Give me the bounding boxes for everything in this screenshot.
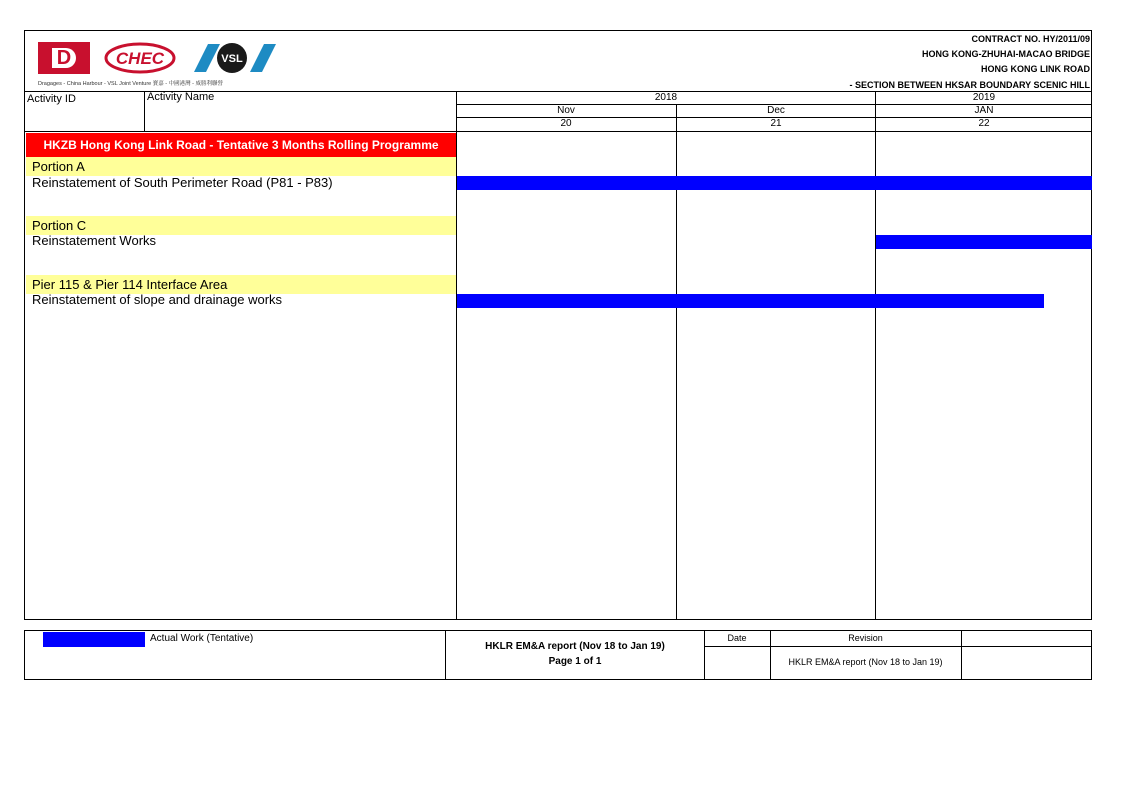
month-label-nov: Nov: [557, 105, 575, 116]
section-label-portion-c: Portion C: [32, 218, 87, 233]
activity-label-slope-drainage: Reinstatement of slope and drainage works: [32, 292, 283, 307]
vsl-logo-text: VSL: [221, 53, 243, 65]
month-label-dec: Dec: [767, 105, 785, 116]
month-number-jan: 22: [978, 118, 990, 129]
bridge-name: HONG KONG-ZHUHAI-MACAO BRIDGE: [922, 49, 1090, 59]
year-label-2018: 2018: [654, 92, 678, 103]
contract-number: CONTRACT NO. HY/2011/09: [971, 34, 1090, 44]
month-number-nov: 20: [560, 118, 572, 129]
legend-label: Actual Work (Tentative): [150, 633, 254, 644]
gantt-bar-reinstatement-works: [876, 235, 1092, 249]
year-label-2019: 2019: [972, 92, 996, 103]
chec-logo: [104, 42, 176, 74]
footer-hline: [704, 646, 1092, 647]
activity-id-header: Activity ID: [27, 93, 76, 105]
section-name: - SECTION BETWEEN HKSAR BOUNDARY SCENIC HILL: [849, 80, 1090, 90]
footer-divider-4: [961, 630, 962, 680]
date-label: Date: [727, 633, 747, 643]
id-name-divider: [144, 91, 145, 131]
month-number-dec: 21: [770, 118, 782, 129]
revision-value: HKLR EM&A report (Nov 18 to Jan 19): [788, 657, 943, 667]
revision-label: Revision: [848, 633, 883, 643]
activity-label-reinstatement-works: Reinstatement Works: [32, 233, 157, 248]
gantt-bar-south-perimeter: [457, 176, 1092, 190]
section-label-portion-a: Portion A: [32, 159, 85, 174]
dragages-logo: D: [38, 42, 90, 74]
footer-divider-1: [445, 630, 446, 680]
section-band-portion-a: [26, 157, 456, 176]
vsl-logo: [186, 42, 278, 74]
report-title: HKLR EM&A report (Nov 18 to Jan 19): [485, 641, 665, 652]
legend-swatch: [43, 632, 145, 647]
name-chart-divider: [456, 91, 457, 620]
chec-logo-text: CHEC: [115, 49, 165, 68]
programme-title: HKZB Hong Kong Link Road - Tentative 3 Months Rolling Programme: [26, 133, 456, 157]
road-name: HONG KONG LINK ROAD: [981, 64, 1090, 74]
section-label-pier-interface: Pier 115 & Pier 114 Interface Area: [32, 277, 228, 292]
activity-label-south-perimeter: Reinstatement of South Perimeter Road (P81 - P83): [32, 175, 333, 190]
dec-jan-divider: [875, 91, 876, 620]
gantt-bar-slope-drainage: [457, 294, 1044, 308]
header-bottom-line: [24, 131, 1092, 132]
page-number: Page 1 of 1: [548, 656, 602, 667]
activity-name-header: Activity Name: [147, 91, 215, 103]
month-label-jan: JAN: [974, 105, 994, 116]
logo-caption: Dragages - China Harbour - VSL Joint Venture 寶嘉 - 中國港灣 - 威勝利聯營: [38, 81, 224, 87]
